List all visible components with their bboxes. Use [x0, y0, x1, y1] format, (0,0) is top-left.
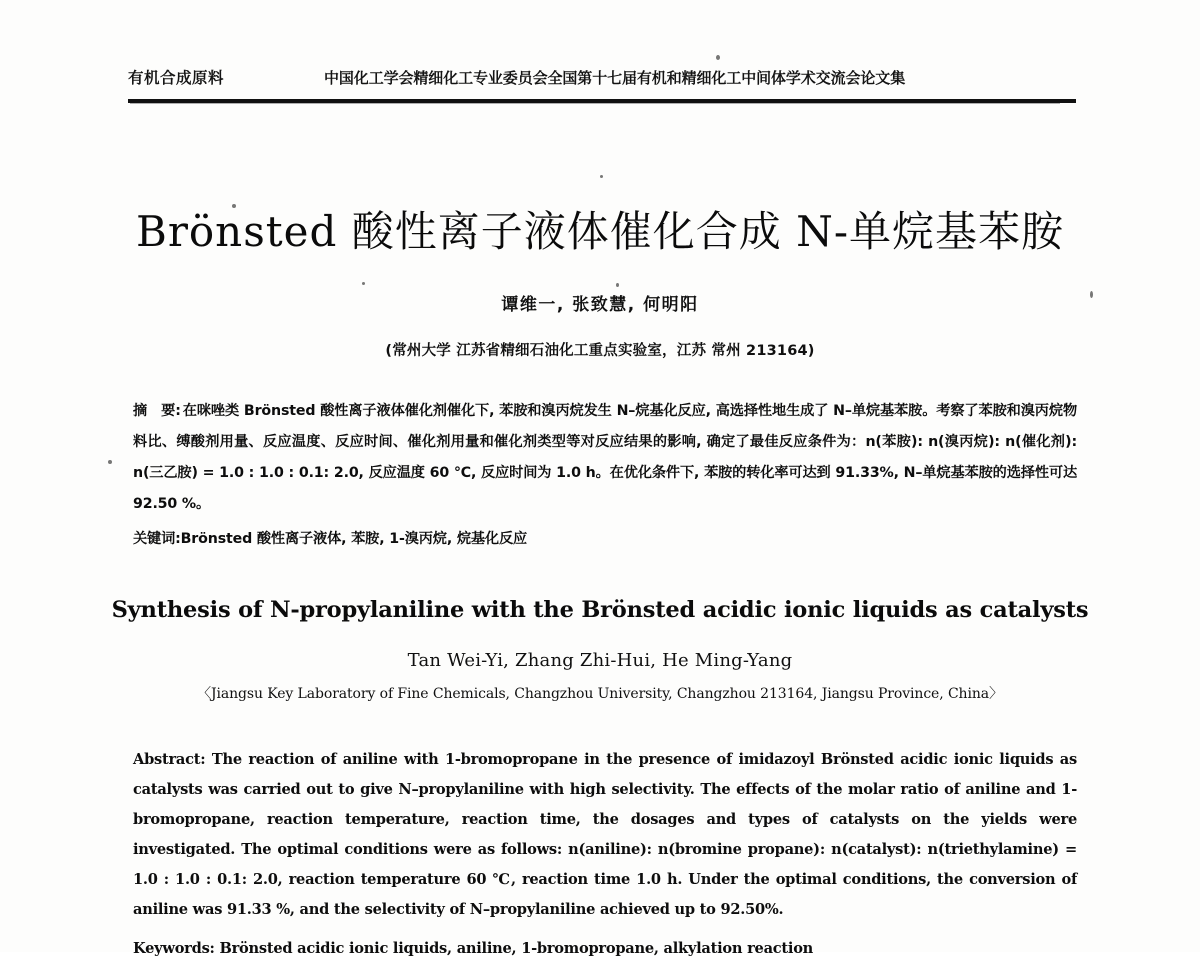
keywords-english-label: Keywords:: [133, 940, 215, 957]
keywords-english-body: Brönsted acidic ionic liquids, aniline, 1-bromopropane, alkylation reaction: [219, 940, 814, 957]
authors-english: Tan Wei-Yi, Zhang Zhi-Hui, He Ming-Yang: [407, 650, 793, 671]
keywords-chinese-label: 关键词:: [133, 531, 181, 547]
scan-speck: [716, 55, 720, 60]
abstract-english-label: Abstract:: [133, 751, 206, 768]
running-header: [128, 66, 1076, 100]
affiliation-chinese: (常州大学 江苏省精细石油化工重点实验室，江苏 常州 213164): [385, 343, 815, 359]
page-title-chinese: Brönsted 酸性离子液体催化合成 N-单烷基苯胺: [135, 207, 1065, 256]
header-conference-label: 中国化工学会精细化工专业委员会全国第十七届有机和精细化工中间体学术交流会论文集: [324, 69, 906, 87]
abstract-chinese: [133, 396, 1077, 520]
header-divider-rule: [128, 99, 1076, 103]
header-section-label: 有机合成原料: [128, 69, 225, 87]
abstract-english-body: The reaction of aniline with 1-bromopropane in the presence of imidazoyl Brönsted acidic ionic liquids as catalysts was carried out to give N–propylaniline with high selectivity. The effects of the molar ratio of aniline and 1-bromopropane, reaction temperature, reaction time, the dosages and types of catalysts on the yields were investigated. The optimal conditions were as follows: n(aniline): n(bromine propane): n(catalyst): n(triethylamine) = 1.0 : 1.0 : 0.1: 2.0, reaction temperature 60 ℃, reaction time 1.0 h. Under the optimal conditions, the conversion of aniline was 91.33 %, and the selectivity of N–propylaniline achieved up to 92.50%.: [133, 751, 1077, 918]
keywords-chinese: [133, 524, 1077, 555]
keywords-chinese-body: Brönsted 酸性离子液体, 苯胺, 1-溴丙烷, 烷基化反应: [180, 531, 528, 547]
abstract-chinese-label: 摘 要:: [133, 403, 181, 419]
abstract-chinese-body: 在咪唑类 Brönsted 酸性离子液体催化剂催化下, 苯胺和溴丙烷发生 N–烷基化反应, 高选择性地生成了 N–单烷基苯胺。考察了苯胺和溴丙烷物料比、缚酸剂用量、反应温度、反应时间、催化剂用量和催化剂类型等对反应结果的影响, 确定了最佳反应条件为：n(苯胺): n(溴丙烷): n(催化剂): n(三乙胺) = 1.0 : 1.0 : 0.1: 2.0, 反应温度 60 ℃, 反应时间为 1.0 h。在优化条件下, 苯胺的转化率可达到 91.33%, N–单烷基苯胺的选择性可达 92.50 %。: [133, 403, 1077, 512]
scan-speck: [362, 282, 365, 285]
affiliation-english: 〈Jiangsu Key Laboratory of Fine Chemicals, Changzhou University, Changzhou 213164, Jiangsu Province, China〉: [197, 686, 1003, 702]
scan-speck: [600, 175, 603, 178]
scan-speck: [616, 283, 619, 287]
abstract-english: [133, 745, 1077, 925]
scan-speck: [108, 460, 112, 464]
page-title-english: Synthesis of N-propylaniline with the Brönsted acidic ionic liquids as catalysts: [111, 597, 1089, 623]
authors-chinese: 谭维一, 张致慧, 何明阳: [501, 295, 699, 315]
